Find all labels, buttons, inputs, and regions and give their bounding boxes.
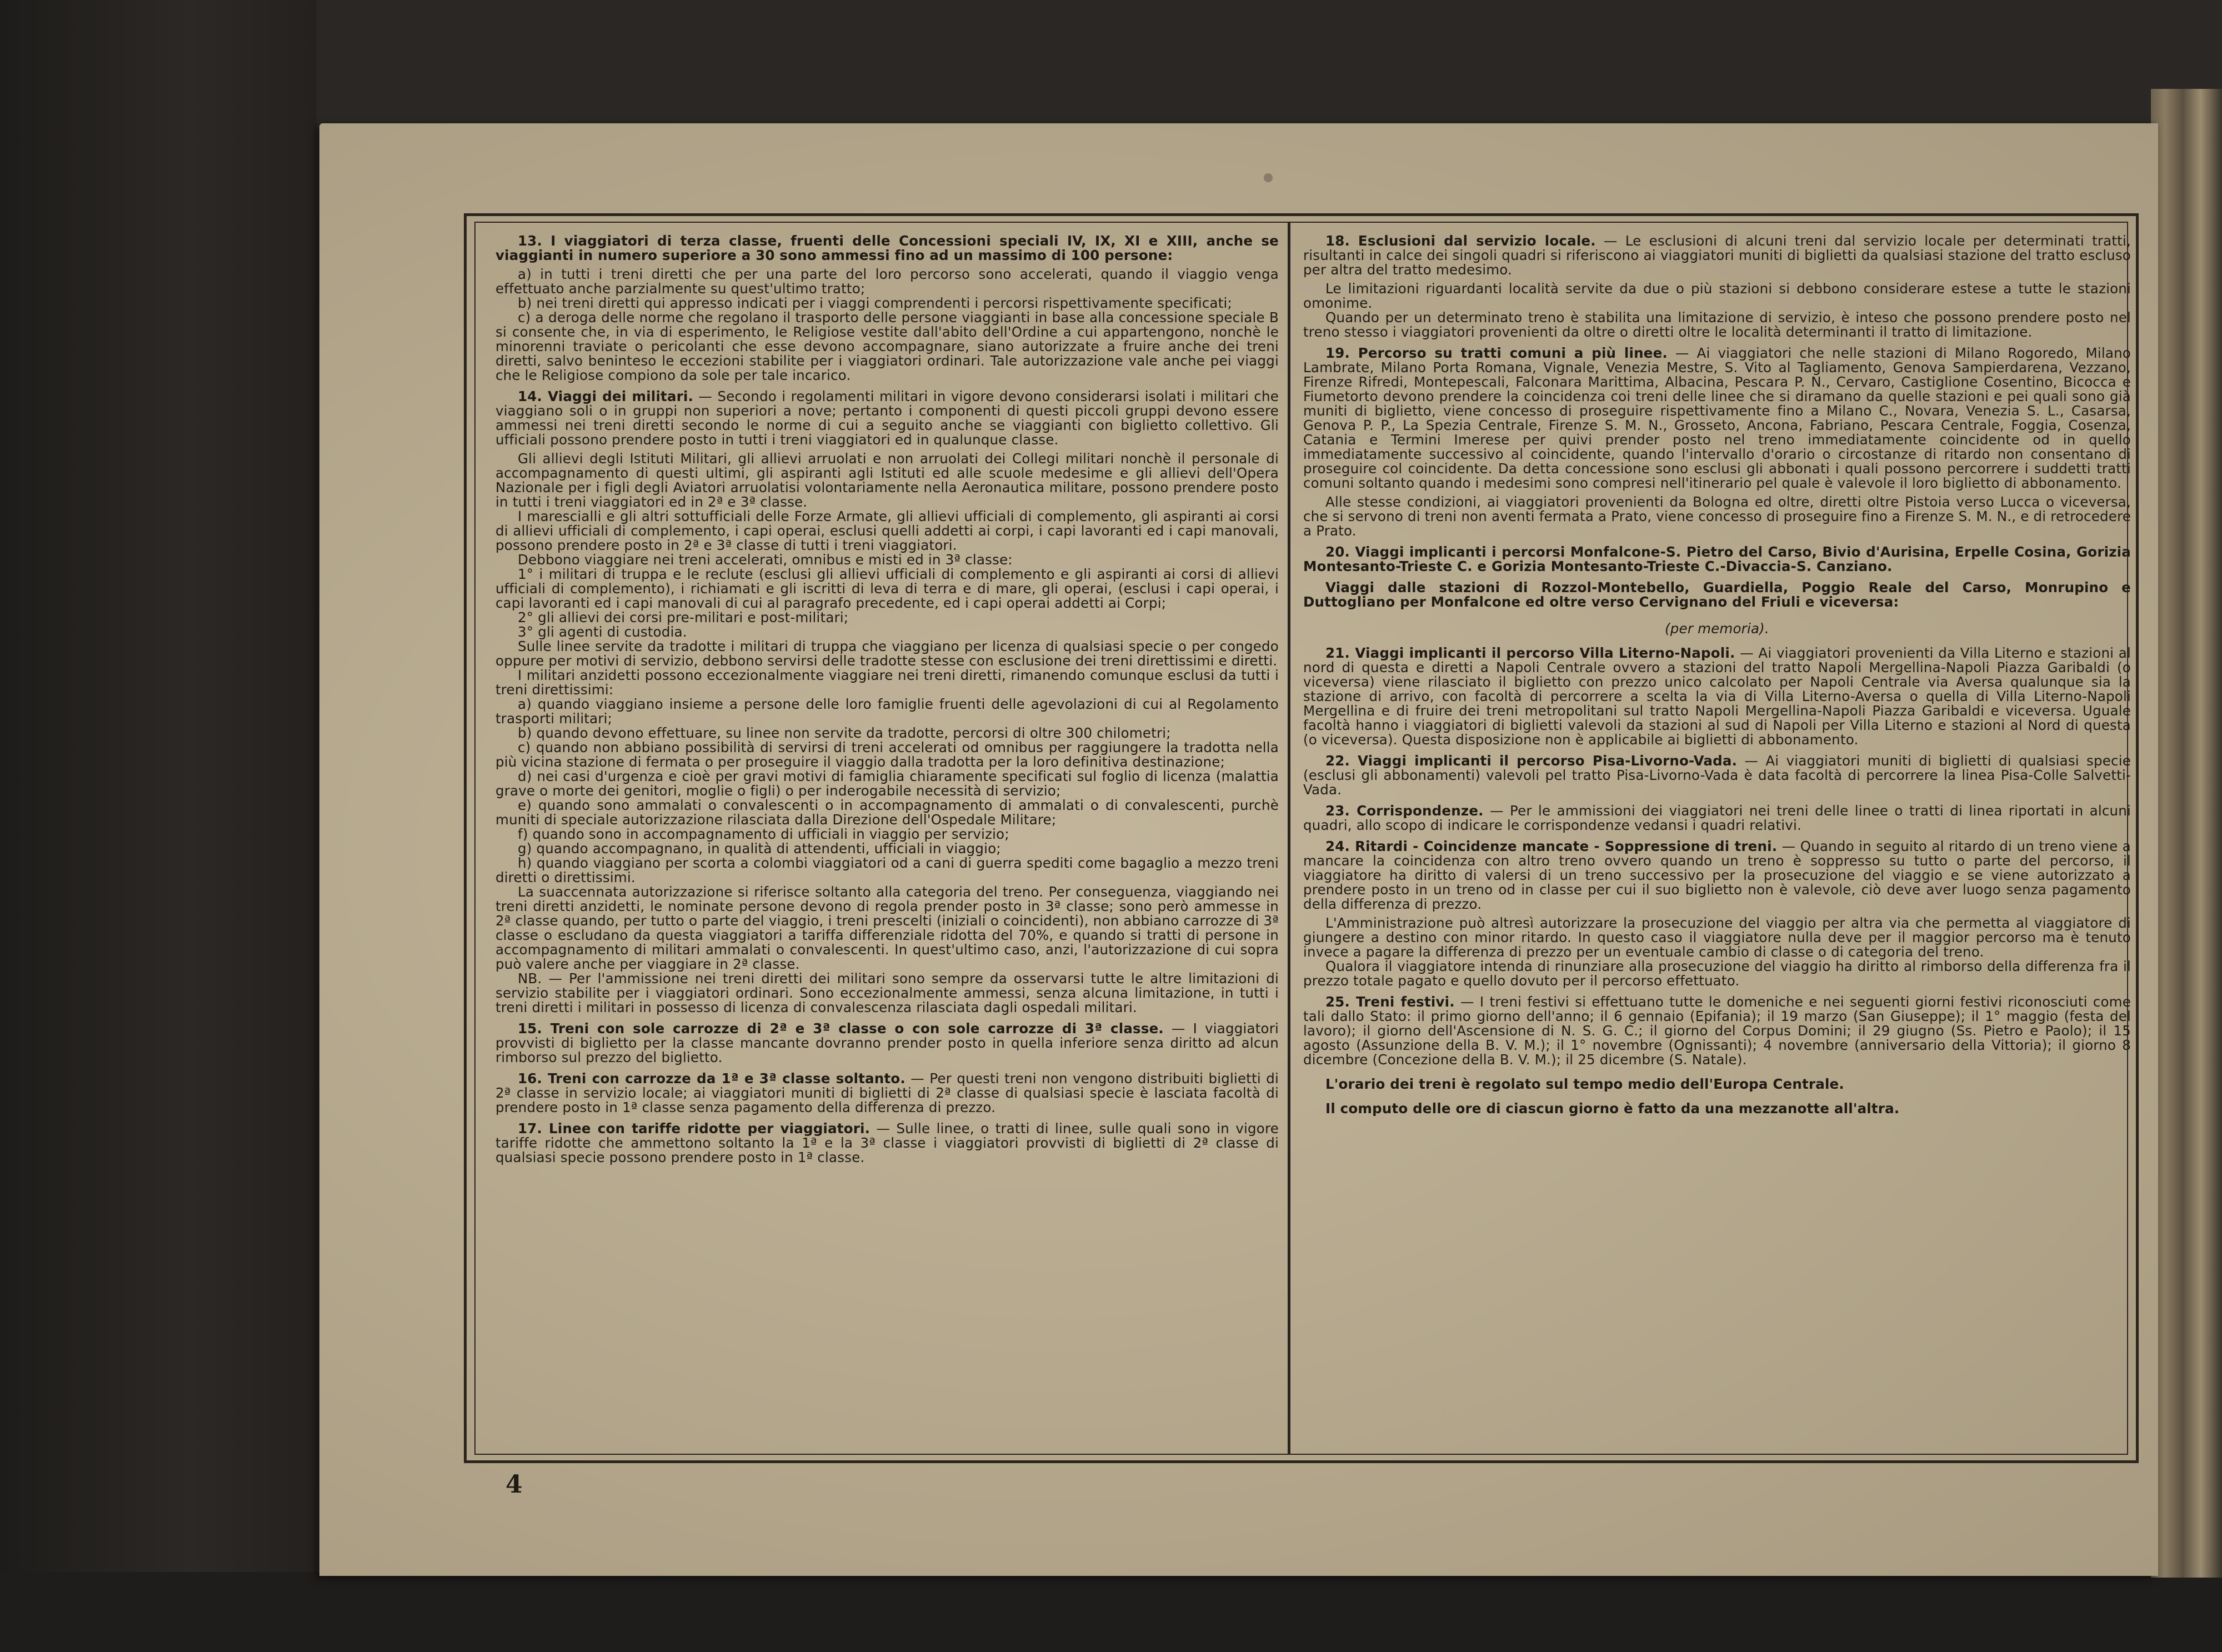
- section-paragraph: Le limitazioni riguardanti località servite da due o più stazioni si debbono considerare estese a tutte le stazioni omonime.: [1303, 281, 2131, 311]
- section-title: 17. Linee con tariffe ridotte per viaggiatori.: [518, 1120, 870, 1137]
- section-title: 21. Viaggi implicanti il percorso Villa Literno-Napoli.: [1325, 645, 1735, 661]
- rule-section: [1303, 754, 2131, 797]
- section-paragraph: h) quando viaggiano per scorta a colombi viaggiatori od a cani di guerra spediti come bagaglio a mezzo treni diretti o direttissimi.: [496, 855, 1279, 885]
- section-text: — Per le ammissioni dei viaggiatori nei treni delle linee o tratti di linea riportati in alcuni quadri, allo scopo di indicare le corrispondenze vedansi i quadri relativi.: [1303, 803, 2131, 833]
- left-column: [496, 234, 1279, 1172]
- section-text: — Le esclusioni di alcuni treni dal servizio locale per determinati tratti, risultanti in calce dei singoli quadri si riferiscono ai viaggiatori muniti di biglietti da qualsiasi stazione del tratto escluso per altra del tratto medesimo.: [1303, 233, 2131, 278]
- section-paragraph: Debbono viaggiare nei treni accelerati, omnibus e misti ed in 3ª classe:: [518, 552, 1013, 568]
- section-title: 19. Percorso su tratti comuni a più linee.: [1325, 345, 1668, 361]
- section-paragraph: NB. — Per l'ammissione nei treni diretti dei militari sono sempre da osservarsi tutte le altre limitazioni di servizio stabilite per i viaggiatori ordinari. Sono eccezionalmente ammessi, senza alcuna limitazione, in tutti i treni diretti i militari in possesso di licenza di convalescenza rilasciata dagli ospedali militari.: [496, 970, 1279, 1015]
- rule-section: [1303, 234, 2131, 339]
- rule-section: [1303, 346, 2131, 538]
- section-title: 15. Treni con sole carrozze di 2ª e 3ª classe o con sole carrozze di 3ª classe.: [518, 1020, 1164, 1037]
- section-paragraph: e) quando sono ammalati o convalescenti o in accompagnamento di ammalati o di convalescenti, purchè muniti di speciale autorizzazione rilasciata dalla Direzione dell'Ospedale Militare;: [496, 797, 1279, 828]
- section-title: Viaggi dalle stazioni di Rozzol-Montebello, Guardiella, Poggio Reale del Carso, Monrupino e Duttogliano per Monfalcone ed oltre verso Cervignano del Friuli e viceversa:: [1303, 579, 2131, 610]
- rule-section: [1303, 839, 2131, 988]
- text-frame: [464, 213, 2139, 1463]
- section-text: — Quando in seguito al ritardo di un treno viene a mancare la coincidenza con altro treno ovvero quando un treno è soppresso su tutto o parte del percorso, il viaggiatore ha diritto di valersi di un treno successivo per la prosecuzione del viaggio e se viene autorizzato a prendere posto in un treno od in classe per cui il suo biglietto non è valevole, ciò deve aver luogo senza pagamento della differenza di prezzo.: [1303, 838, 2131, 912]
- section-paragraph: g) quando accompagnano, in qualità di attendenti, ufficiali in viaggio;: [518, 840, 1001, 857]
- dark-background: [0, 0, 317, 1652]
- section-paragraph: 1° i militari di truppa e le reclute (esclusi gli allievi ufficiali di complemento e gli aspiranti ai corsi di allievi ufficiali di complemento), i richiamati e gli iscritti di leva di terra e di mare, gli operai, (esclusi i capi operai, i capi lavoranti ed i capi manovali di cui al paragrafo precedente, ed i capi operai addetti ai Corpi;: [496, 566, 1279, 611]
- section-paragraph: d) nei casi d'urgenza e cioè per gravi motivi di famiglia chiaramente specificati sul foglio di licenza (malattia grave o morte dei genitori, moglie o figli) o per inderogabile necessità di servizio;: [496, 768, 1279, 799]
- section-title: 23. Corrispondenze.: [1325, 803, 1484, 819]
- right-column: [1303, 234, 2131, 1123]
- section-title: 20. Viaggi implicanti i percorsi Monfalcone-S. Pietro del Carso, Bivio d'Aurisina, Erpelle Cosina, Gorizia Montesanto-Trieste C. e Gorizia Montesanto-Trieste C.-Divaccia-S. Canziano.: [1303, 544, 2131, 574]
- paper-stain: [1264, 173, 1273, 182]
- section-paragraph: Sulle linee servite da tradotte i militari di truppa che viaggiano per licenza di qualsiasi specie o per congedo oppure per motivi di servizio, debbono servirsi delle tradotte stesse con esclusione dei treni direttissimi e diretti.: [496, 638, 1279, 669]
- section-note: (per memoria).: [1665, 620, 1769, 637]
- section-text: — Secondo i regolamenti militari in vigore devono considerarsi isolati i militari che viaggiano soli o in gruppi non superiori a nove; pertanto i componenti di questi piccoli gruppi devono essere ammessi nei treni diretti secondo le norme di cui a seguito anche se viaggianti con biglietto collettivo. Gli ufficiali possono prendere posto in tutti i treni viaggiatori ed in qualunque classe.: [496, 388, 1279, 448]
- section-paragraph: b) nei treni diretti qui appresso indicati per i viaggi comprendenti i percorsi rispettivamente specificati;: [518, 295, 1232, 311]
- section-title: 14. Viaggi dei militari.: [518, 388, 694, 404]
- section-title: 18. Esclusioni dal servizio locale.: [1325, 233, 1596, 249]
- section-paragraph: I marescialli e gli altri sottufficiali delle Forze Armate, gli allievi ufficiali di complemento, gli aspiranti ai corsi di allievi ufficiali di complemento, i capi operai, esclusi quelli addetti ai corpi, i capi lavoranti ed i capi manovali, possono prendere posto in 2ª e 3ª classe di tutti i treni viaggiatori.: [496, 508, 1279, 553]
- section-title: 16. Treni con carrozze da 1ª e 3ª classe soltanto.: [518, 1070, 905, 1087]
- section-paragraph: 2° gli allievi dei corsi pre-militari e post-militari;: [518, 609, 849, 625]
- section-title: 13. I viaggiatori di terza classe, fruenti delle Concessioni speciali IV, IX, XI e XIII, anche se viaggianti in numero superiore a 30 sono ammessi fino ad un massimo di 100 persone:: [496, 233, 1279, 263]
- section-paragraph: Alle stesse condizioni, ai viaggiatori provenienti da Bologna ed oltre, diretti oltre Pistoia verso Lucca o viceversa, che si servono di treni non aventi fermata a Prato, viene concesso di proseguire fino a Firenze S. M. N., e di retrocedere a Prato.: [1303, 494, 2131, 539]
- column-divider: [1288, 223, 1290, 1454]
- closing-note: L'orario dei treni è regolato sul tempo medio dell'Europa Centrale.: [1325, 1076, 1844, 1092]
- rule-section: [496, 1022, 1279, 1065]
- section-paragraph: I militari anzidetti possono eccezionalmente viaggiare nei treni diretti, rimanendo comunque esclusi da tutti i treni direttissimi:: [496, 667, 1279, 698]
- section-text: — Sulle linee, o tratti di linee, sulle quali sono in vigore tariffe ridotte che ammettono soltanto la 1ª e la 3ª classe i viaggiatori provvisti di biglietti di 2ª classe di qualsiasi specie possono prendere posto in 1ª classe.: [496, 1120, 1279, 1165]
- rule-section: [496, 234, 1279, 383]
- section-title: 24. Ritardi - Coincidenze mancate - Soppressione di treni.: [1325, 838, 1778, 854]
- rule-section: [496, 389, 1279, 1015]
- page-number: 4: [506, 1470, 523, 1499]
- section-text: — Ai viaggiatori che nelle stazioni di Milano Rogoredo, Milano Lambrate, Milano Porta Romana, Vignale, Venezia Mestre, S. Vito al Tagliamento, Genova Sampierdarena, Vezzano, Firenze Rifredi, Montepescali, Falconara Marittima, Albacina, Pescara P. N., Cervaro, Castiglione Cosentino, Bicocca e Fiumetorto devono prendere la coincidenza coi treni delle linee che si diramano da quelle stazioni e pei quali sono già muniti di biglietto, viene concesso di proseguire rispettivamente fino a Milano C., Novara, Venezia S. L., Casarsa, Genova P. P., La Spezia Centrale, Firenze S. M. N., Grosseto, Ancona, Fabriano, Pescara Centrale, Foggia, Cosenza, Catania e Termini Imerese per quivi prender posto nel treno immediatamente coincidente od in quello immediatamente successivo al coincidente, quando l'intervallo d'orario o circostanze di ritardo non consentano di proseguire col coincidente. Da detta concessione sono esclusi gli abbonati i quali possono percorrere i suddetti tratti comuni soltanto quando i medesimi sono compresi nell'itinerario pel quale è valevole il loro biglietto di abbonamento.: [1303, 345, 2131, 491]
- section-text: — Ai viaggiatori provenienti da Villa Literno e stazioni al nord di questa e diretti a Napoli Centrale ovvero a stazioni del tratto Napoli Mergellina-Napoli Piazza Garibaldi (o viceversa) viene rilasciato il biglietto con prezzo unico calcolato per Napoli Centrale via Aversa qualunque sia la stazione di arrivo, con facoltà di percorrere a scelta la via di Villa Literno-Aversa o quella di Villa Literno-Napoli Mergellina e di fruire dei treni metropolitani sul tratto Napoli Mergellina-Napoli Piazza Garibaldi e viceversa. Uguale facoltà hanno i viaggiatori di biglietti valevoli da stazioni al sud di Napoli per Villa Literno e stazioni al Nord di questa (o viceversa). Questa disposizione non è applicabile ai biglietti di abbonamento.: [1303, 645, 2131, 748]
- section-paragraph: a) quando viaggiano insieme a persone delle loro famiglie fruenti delle agevolazioni di cui al Regolamento trasporti militari;: [496, 696, 1279, 727]
- section-text: — I treni festivi si effettuano tutte le domeniche e nei seguenti giorni festivi riconosciuti come tali dallo Stato: il primo giorno dell'anno; il 6 gennaio (Epifania); il 19 marzo (San Giuseppe); il 1° maggio (festa del lavoro); il giorno dell'Ascensione di N. S. G. C.; il giorno del Corpus Domini; il 29 giugno (Ss. Pietro e Paolo); il 15 agosto (Assunzione della B. V. M.); il 1° novembre (Ognissanti); 4 novembre (anniversario della Vittoria); il giorno 8 dicembre (Concezione della B. V. M.); il 25 dicembre (S. Natale).: [1303, 994, 2131, 1068]
- text-frame-inner: [474, 222, 2131, 1455]
- rule-section: [1303, 804, 2131, 833]
- section-paragraph: Quando per un determinato treno è stabilita una limitazione di servizio, è inteso che possono prendere posto nel treno stesso i viaggiatori provenienti da oltre o diretti oltre le località determinanti il tratto di limitazione.: [1303, 309, 2131, 340]
- section-paragraph: c) a deroga delle norme che regolano il trasporto delle persone viaggianti in base alla concessione speciale B si consente che, in via di esperimento, le Religiose vestite dall'abito dell'Ordine a cui appartengono, nonchè le minorenni traviate o pericolanti che esse devono accompagnare, siano autorizzate a fruire anche dei treni diretti, salvo beninteso le eccezioni stabilite per i viaggiatori ordinari. Tale autorizzazione vale anche pei viaggi che le Religiose compiono da sole per tale incarico.: [496, 309, 1279, 383]
- section-paragraph: f) quando sono in accompagnamento di ufficiali in viaggio per servizio;: [518, 826, 1009, 842]
- rule-section: [496, 1122, 1279, 1165]
- section-text: — Ai viaggiatori muniti di biglietti di qualsiasi specie (esclusi gli abbonamenti) valevoli pel tratto Pisa-Livorno-Vada è data facoltà di percorrere la linea Pisa-Colle Salvetti-Vada.: [1303, 753, 2131, 798]
- section-title: 22. Viaggi implicanti il percorso Pisa-Livorno-Vada.: [1325, 753, 1738, 769]
- section-paragraph: La suaccennata autorizzazione si riferisce soltanto alla categoria del treno. Per conseguenza, viaggiando nei treni diretti anzidetti, le nominate persone devono di regola prender posto in 3ª classe; sono però ammesse in 2ª classe quando, per tutto o parte del viaggio, i treni prescelti (iniziali o coincidenti), non abbiano carrozze di 3ª classe o escludano da questa viaggiatori a tariffa differenziale ridotta del 70%, e quando si tratti di persone in accompagnamento di militari ammalati o convalescenti. In quest'ultimo caso, anzi, l'autorizzazione di cui sopra può valere anche per viaggiare in 2ª classe.: [496, 884, 1279, 972]
- section-text: — Per questi treni non vengono distribuiti biglietti di 2ª classe in servizio locale; ai viaggiatori muniti di biglietti di 2ª classe di qualsiasi specie è lasciata facoltà di prendere posto in 1ª classe senza pagamento della differenza di prezzo.: [496, 1070, 1279, 1115]
- rule-section: [496, 1072, 1279, 1115]
- closing-note: Il computo delle ore di ciascun giorno è fatto da una mezzanotte all'altra.: [1325, 1100, 1900, 1117]
- section-paragraph: c) quando non abbiano possibilità di servirsi di treni accelerati od omnibus per raggiungere la tradotta nella più vicina stazione di fermata o per proseguire il viaggio dalla tradotta per la loro definitiva destinazione;: [496, 739, 1279, 770]
- section-title: 25. Treni festivi.: [1325, 994, 1455, 1010]
- section-paragraph: Gli allievi degli Istituti Militari, gli allievi arruolati e non arruolati dei Collegi militari nonchè il personale di accompagnamento di questi ultimi, gli aspiranti agli Istituti ed alle scuole medesime e gli allievi dell'Opera Nazionale per i figli degli Aviatori arruolatisi volontariamente nella Aeronautica militare, possono prendere posto in tutti i treni viaggiatori ed in 2ª e 3ª classe.: [496, 450, 1279, 510]
- rule-section: [1303, 580, 2131, 609]
- rule-section: [1303, 995, 2131, 1067]
- section-paragraph: Qualora il viaggiatore intenda di rinunziare alla prosecuzione del viaggio ha diritto al rimborso della differenza fra il prezzo totale pagato e quello dovuto per il percorso effettuato.: [1303, 958, 2131, 989]
- section-paragraph: 3° gli agenti di custodia.: [518, 624, 687, 640]
- section-text: — I viaggiatori provvisti di biglietto per la classe mancante dovranno prender posto in quella inferiore senza diritto ad alcun rimborso sul prezzo del biglietto.: [496, 1020, 1279, 1065]
- rule-section: [1303, 646, 2131, 747]
- book-page-edges: [2151, 89, 2222, 1578]
- timetable-page: [319, 123, 2158, 1576]
- rule-section: [1303, 545, 2131, 574]
- section-paragraph: L'Amministrazione può altresì autorizzare la prosecuzione del viaggio per altra via che permetta al viaggiatore di giungere a destino con minor ritardo. In questo caso il viaggiatore nulla deve per il maggior percorso ma è tenuto invece a pagare la differenza di prezzo per un eventuale cambio di classe o di categoria del treno.: [1303, 915, 2131, 960]
- section-paragraph: a) in tutti i treni diretti che per una parte del loro percorso sono accelerati, quando il viaggio venga effettuato anche parzialmente su quest'ultimo tratto;: [496, 266, 1279, 297]
- section-paragraph: b) quando devono effettuare, su linee non servite da tradotte, percorsi di oltre 300 chilometri;: [518, 725, 1171, 741]
- dark-background-bottom: [0, 1572, 2222, 1652]
